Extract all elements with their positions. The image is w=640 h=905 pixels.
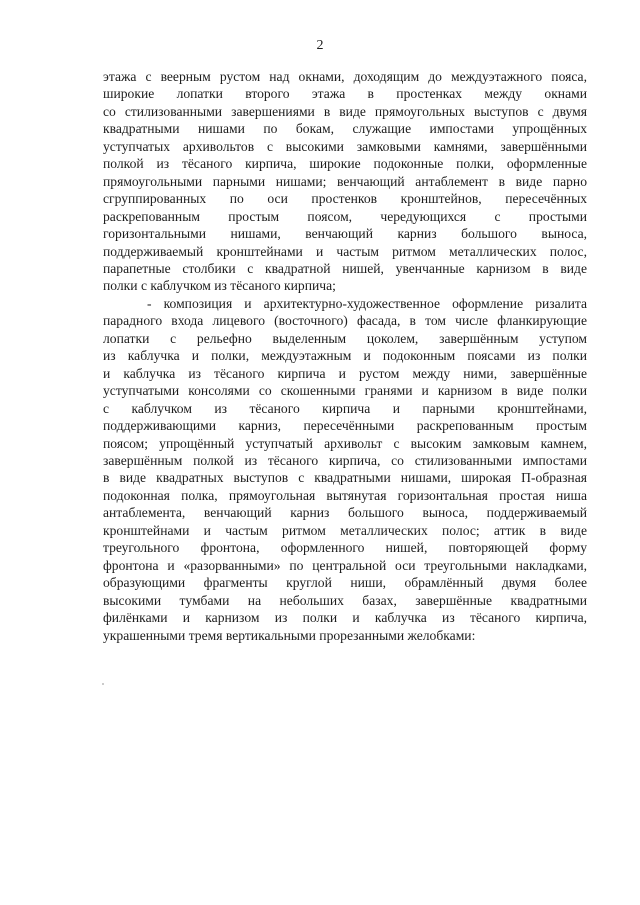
- scan-speck: [102, 683, 104, 685]
- text-line: парадного входа лицевого (восточного) фасада, в том числе фланкирующие: [103, 313, 587, 329]
- text-line: широкие лопатки второго этажа в простенках между окнами: [103, 86, 587, 102]
- text-line: из каблучка и полки, междуэтажным и подоконным поясами из полки: [103, 348, 587, 364]
- text-line: украшенными тремя вертикальными прорезанными желобками:: [103, 627, 476, 643]
- text-line: филёнками и карнизом из полки и каблучка из тёсаного кирпича,: [103, 610, 587, 626]
- text-line: полки с каблучком из тёсаного кирпича;: [103, 278, 336, 294]
- text-line: уступчатых архивольтов с высокими замковыми камнями, завершёнными: [103, 138, 587, 154]
- paragraph-risalit-composition: [103, 295, 587, 644]
- text-line: треугольного фронтона, оформленного нишей, повторяющей форму: [103, 540, 587, 556]
- text-line: антаблемента, венчающий карниз большого выноса, поддерживаемый: [103, 505, 587, 521]
- text-line: в виде квадратных выступов с квадратными нишами, широкая П-образная: [103, 470, 587, 486]
- text-line: со стилизованными завершениями в виде прямоугольных выступов с двумя: [103, 103, 587, 119]
- text-line: уступчатыми консолями со скошенными гранями и карнизом в виде полки: [103, 383, 587, 399]
- text-line: подоконная полка, прямоугольная вытянутая горизонтальная простая ниша: [103, 487, 587, 503]
- text-line: поддерживаемый кронштейнами и частым ритмом металлических полос,: [103, 243, 587, 259]
- text-line: - композиция и архитектурно-художественное оформление ризалита: [147, 295, 587, 311]
- text-line: с каблучком из тёсаного кирпича и парными кронштейнами,: [103, 400, 587, 416]
- text-line: прямоугольными парными нишами; венчающий антаблемент в виде парно: [103, 173, 587, 189]
- body-text: [103, 68, 587, 644]
- text-line: образующими фрагменты круглой ниши, обрамлённый двумя более: [103, 575, 587, 591]
- text-line: кронштейнами и частым ритмом металлических полос; аттик в виде: [103, 522, 587, 538]
- text-line: высокими тумбами на небольших базах, завершённые квадратными: [103, 592, 587, 608]
- text-line: лопатки с рельефно выделенным цоколем, завершённым уступом: [103, 330, 587, 346]
- text-line: поддерживающими карниз, пересечёнными раскрепованным простым: [103, 418, 587, 434]
- text-line: и каблучка из тёсаного кирпича и рустом между ними, завершённые: [103, 365, 587, 381]
- paragraph-facade-description: [103, 68, 587, 295]
- text-line: квадратными нишами по бокам, служащие импостами упрощённых: [103, 121, 587, 137]
- text-line: парапетные столбики с квадратной нишей, увенчанные карнизом в виде: [103, 260, 587, 276]
- text-line: завершённым полкой из тёсаного кирпича, со стилизованными импостами: [103, 452, 587, 468]
- text-line: полкой из тёсаного кирпича, широкие подоконные полки, оформленные: [103, 156, 587, 172]
- text-line: сгруппированных по оси простенков кронштейнов, пересечённых: [103, 191, 587, 207]
- text-line: фронтона и «разорванными» по центральной оси треугольными накладками,: [103, 557, 587, 573]
- text-line: этажа с веерным рустом над окнами, доходящим до междуэтажного пояса,: [103, 69, 587, 84]
- text-line: поясом; упрощённый уступчатый архивольт с высоким замковым камнем,: [103, 435, 587, 451]
- text-line: раскрепованным простым поясом, чередующихся с простыми: [103, 208, 587, 224]
- text-line: горизонтальными нишами, венчающий карниз большого выноса,: [103, 226, 587, 242]
- page-number: 2: [316, 38, 324, 53]
